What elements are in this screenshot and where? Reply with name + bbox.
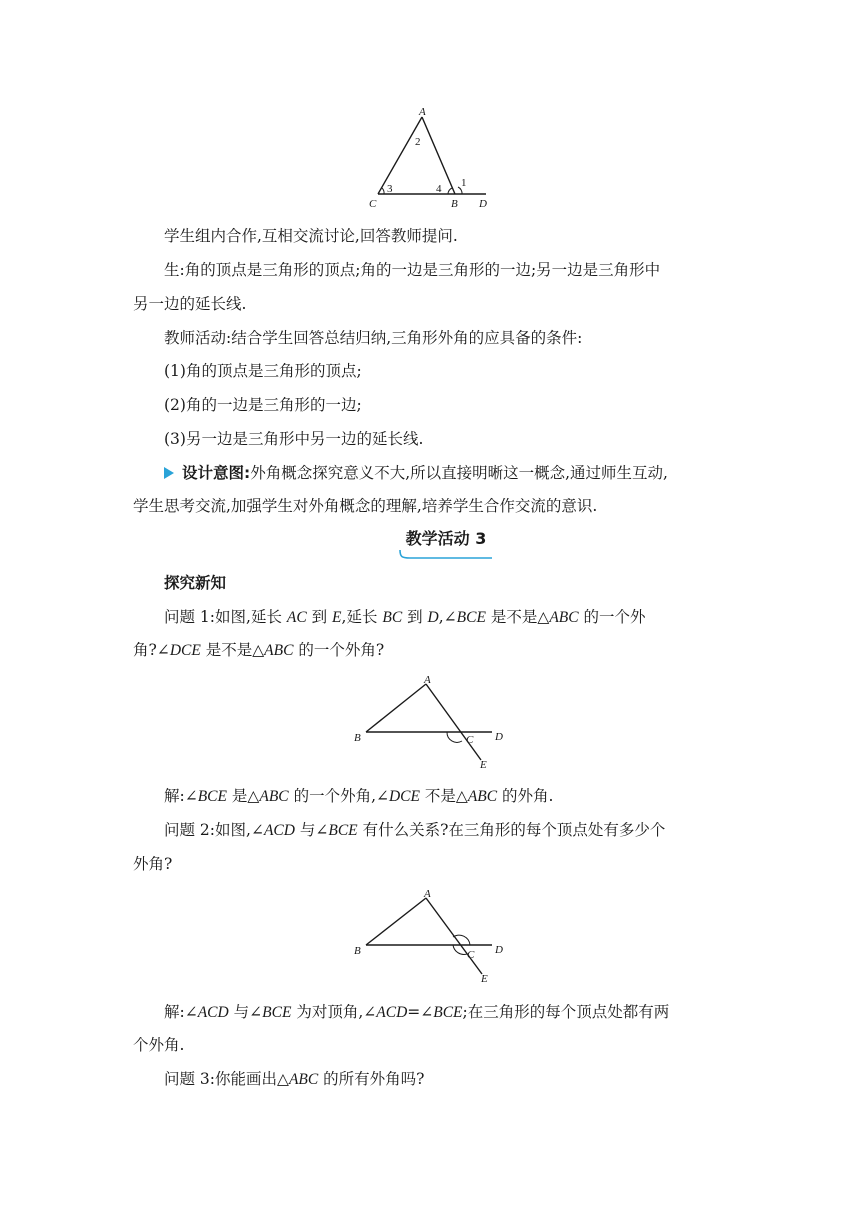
question-1-line-1: 问题 1:如图,延长 AC 到 E,延长 BC 到 D,∠BCE 是不是△ABC 的一个外	[164, 608, 646, 626]
condition-2: (2)角的一边是三角形的一边;	[164, 396, 362, 414]
design-intent-line-2: 学生思考交流,加强学生对外角概念的理解,培养学生合作交流的意识.	[133, 497, 598, 515]
label-D: D	[495, 944, 503, 956]
label-C: C	[466, 734, 474, 746]
label-B: B	[354, 945, 361, 957]
label-D: D	[479, 198, 487, 210]
label-angle-4: 4	[436, 183, 442, 195]
answer-1: 解:∠BCE 是△ABC 的一个外角,∠DCE 不是△ABC 的外角.	[164, 787, 554, 805]
design-intent-line-1: 设计意图:外角概念探究意义不大,所以直接明晰这一概念,通过师生互动,	[164, 462, 668, 484]
label-angle-3: 3	[387, 183, 393, 195]
design-intent-label: 设计意图:	[182, 464, 251, 482]
label-A: A	[424, 674, 431, 686]
question-1-line-2: 角?∠DCE 是不是△ABC 的一个外角?	[133, 641, 385, 659]
question-2-line-1: 问题 2:如图,∠ACD 与∠BCE 有什么关系?在三角形的每个顶点处有多少个	[164, 821, 666, 839]
label-angle-2: 2	[415, 136, 421, 148]
triangle-figure-1	[360, 104, 500, 212]
paragraph-2-line-1: 生:角的顶点是三角形的顶点;角的一边是三角形的一边;另一边是三角形中	[164, 261, 661, 279]
label-D: D	[495, 731, 503, 743]
label-A: A	[419, 106, 426, 118]
label-E: E	[480, 759, 487, 771]
question-3: 问题 3:你能画出△ABC 的所有外角吗?	[164, 1070, 425, 1088]
paragraph-1: 学生组内合作,互相交流讨论,回答教师提问.	[164, 227, 458, 245]
condition-1: (1)角的顶点是三角形的顶点;	[164, 362, 362, 380]
label-A: A	[424, 888, 431, 900]
activity-title: 教学活动 3	[405, 529, 487, 548]
label-C: C	[467, 949, 475, 961]
play-marker-icon	[164, 467, 174, 479]
paragraph-3: 教师活动:结合学生回答总结归纳,三角形外角的应具备的条件:	[164, 329, 583, 347]
label-angle-1: 1	[461, 177, 467, 189]
explore-heading: 探究新知	[164, 574, 227, 592]
answer-2-line-2: 个外角.	[133, 1036, 185, 1054]
condition-3: (3)另一边是三角形中另一边的延长线.	[164, 430, 424, 448]
label-B: B	[451, 198, 458, 210]
label-B: B	[354, 732, 361, 744]
triangle-figure-3	[350, 886, 515, 986]
paragraph-2-line-2: 另一边的延长线.	[133, 295, 247, 313]
question-2-line-2: 外角?	[133, 855, 173, 873]
triangle-figure-2	[350, 672, 515, 772]
label-E: E	[481, 973, 488, 985]
label-C: C	[369, 198, 377, 210]
answer-2-line-1: 解:∠ACD 与∠BCE 为对顶角,∠ACD=∠BCE;在三角形的每个顶点处都有两	[164, 1003, 670, 1021]
activity-title-box	[398, 526, 494, 560]
activity-underline-icon	[398, 549, 494, 560]
